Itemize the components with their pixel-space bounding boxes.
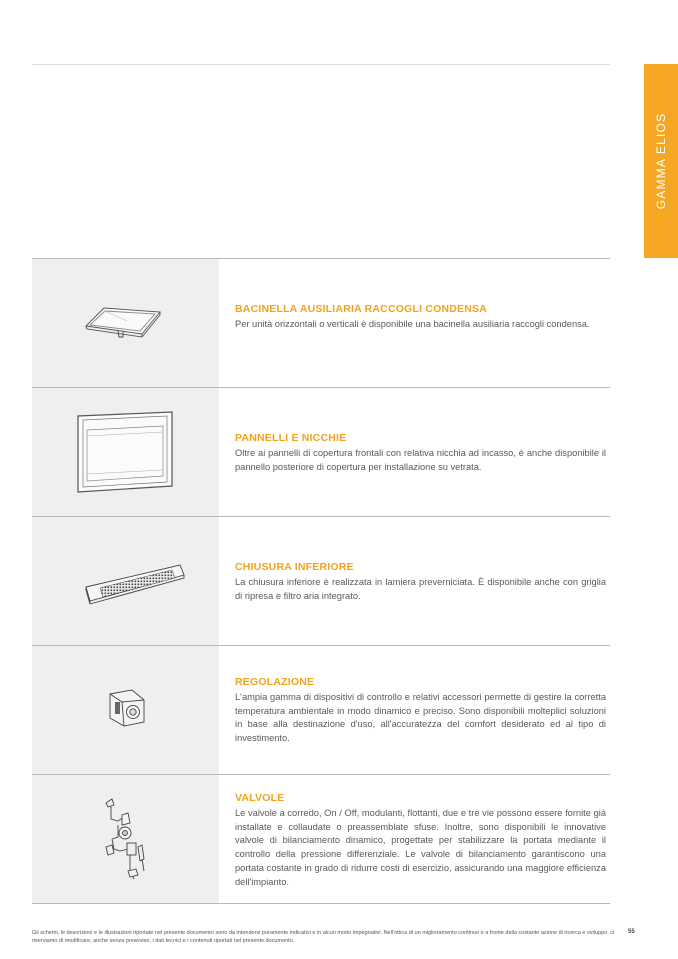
- thermostat-image: [32, 646, 219, 774]
- valve-image: [32, 775, 219, 903]
- drip-tray-image: [32, 259, 219, 387]
- section-valvole: [32, 774, 610, 904]
- disclaimer-note: Gli schemi, le descrizioni e le illustrazioni riportate nel presente documento sono da intendersi puramente indicativi e in alcun modo impegnativi. Nell'ottica di un miglioramento continuo e a fronte della costante azione di ricerca e sviluppo, ci riserviamo di modificare, anche senza preavviso, i dati tecnici e i contenuti riportati nel presente documento.: [32, 930, 615, 944]
- section-regolazione: [32, 645, 610, 774]
- top-rule: [32, 64, 610, 65]
- section-title: BACINELLA AUSILIARIA RACCOGLI CONDENSA: [235, 303, 488, 315]
- section-tab-label: GAMMA ELIOS: [654, 112, 668, 210]
- section-tab: [644, 64, 678, 258]
- page-number: 55: [628, 929, 635, 935]
- cover-panel-image: [32, 388, 219, 516]
- section-chiusura: [32, 516, 610, 645]
- section-text: Oltre ai pannelli di copertura frontali con relativa nicchia ad incasso, è anche disponibile il pannello posteriore di copertura per installazione su vetrata.: [235, 448, 606, 472]
- bottom-grille-image: [32, 517, 219, 645]
- section-title: VALVOLE: [235, 792, 285, 804]
- section-pannelli: [32, 387, 610, 516]
- section-title: PANNELLI E NICCHIE: [235, 432, 347, 444]
- section-text: Per unità orizzontali o verticali è disponibile una bacinella ausiliaria raccogli condensa.: [235, 319, 590, 329]
- section-text: La chiusura inferiore è realizzata in lamiera preverniciata. È disponibile anche con griglia di ripresa e filtro aria integrato.: [235, 577, 606, 601]
- section-text: Le valvole a corredo, On / Off, modulanti, flottanti, due e tre vie possono essere fornite già installate e collaudate o preassemblate sfuse. Inoltre, sono disponibili le innovative valvole di bilanciamento dinamico, progettate per stabilizzare la portata mediante il controllo della pressione differenziale. Le valvole di bilanciamento garantiscono una portata costante in grado di ridurre costi di esercizio, assicurando una maggiore efficienza dell'impianto.: [235, 808, 606, 887]
- section-title: REGOLAZIONE: [235, 676, 315, 688]
- section-text: L'ampia gamma di dispositivi di controllo e relativi accessori permette di gestire la corretta temperatura ambientale in modo dinamico e preciso. Sono disponibili molteplici soluzioni in base alla destinazione d'uso, all'accuratezza del comfort desiderato ed al tipo di investimento.: [235, 692, 606, 744]
- section-title: CHIUSURA INFERIORE: [235, 561, 354, 573]
- section-bacinella: [32, 258, 610, 387]
